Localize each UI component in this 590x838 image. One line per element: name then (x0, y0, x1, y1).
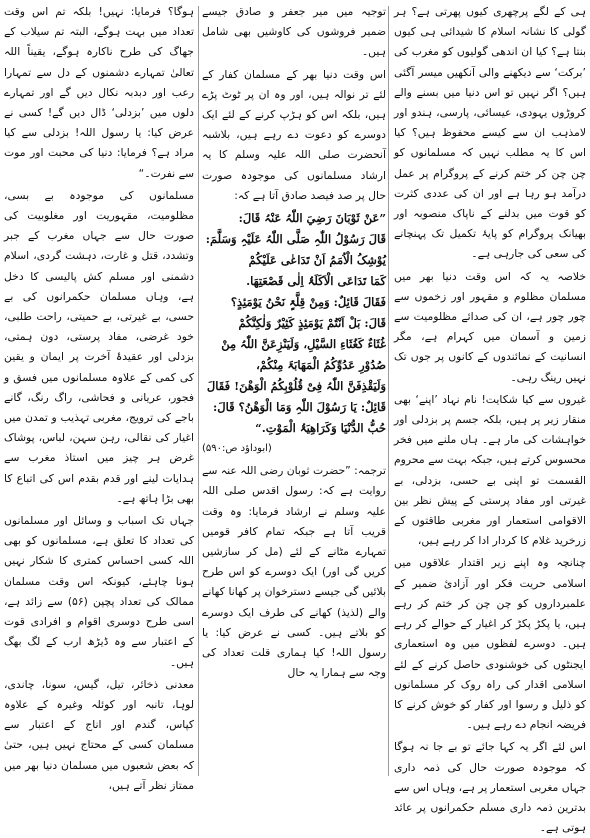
hadith-line: ”عَنْ ثَوْبَانَ رَضِيَ اللّٰہُ عَنْہُ قَالَ: (238, 211, 386, 226)
paragraph: توجیہ میں میر جعفر و صادق جیسے ضمیر فروشوں کی کاوشیں بھی شامل ہیں۔ (202, 5, 386, 59)
hadith-arabic-text (202, 208, 386, 439)
paragraph: ہی کے لگے پرچھری کیوں پھرتی ہے؟ ہر گولی کا نشانہ اسلام کا شیدائی ہی کیوں بنتا ہے؟ کیا ان اندھی گولیوں کو مغرب کی ’برکت‘ سے دیکھنے والی آنکھیں میسر آگئی ہیں؟ اگر نہیں تو اس دنیا میں بسنے والے کروڑوں یہودی، عیسائی، پارسی، ہندو اور لامذہب ان سے کیسے محفوظ ہیں؟ کیا اس کا یہ مطلب نہیں کہ مسلمانوں کو چن چن کر ختم کرنے کے پروگرام پر عمل درآمد ہو رہا ہے اور ان کی عددی کثرت کو قوت میں بدلنے کے ناپاک منصوبہ اور بھیانک پروگرام کو پایۂ تکمیل تک پہنچانے کی سعی کی جارہی ہے۔ (394, 5, 586, 261)
hadith-line: قَالَ: بَلْ اَنْتُمْ یَوْمَئِذٍ کَثِیْرٌ وَلٰکِنَّکُمْ (238, 316, 386, 331)
column-divider (388, 6, 389, 776)
hadith-line: قَائِلٌ: یَا رَسُوْلَ اللّٰہِ وَمَا الْوَھْنُ؟ قَالَ: (213, 400, 386, 415)
hadith-reference: (ابوداؤد ص:۵۹۰) (202, 443, 272, 455)
middle-column (202, 2, 386, 780)
hadith-line: کَمَا تَدَاعَی الْاَکَلَۃُ اِلٰی قَصْعَتِھَا. (246, 274, 386, 289)
paragraph: خلاصہ یہ کہ اس وقت دنیا بھر میں مسلمان مظلوم و مقہور اور زخموں سے چور چور ہے، ان کی صدائے مظلومیت سے زمین و آسمان میں کہرام ہے، مگر انسانیت کے نمائندوں کے کانوں پر جوں تک نہیں رینگ رہی۔ (394, 269, 586, 384)
hadith-line: حُبُّ الدُّنْیَا وَکَرَاھِیَۃُ الْمَوْتِ.“ (255, 421, 386, 436)
column-divider (198, 6, 199, 776)
hadith-line: غُثَاءٌ کَغُثَاءِ السَّیْلِ، وَلَیَنْزِعَنَّ اللّٰہُ مِنْ (221, 337, 386, 352)
paragraph: غیروں سے کیا شکایت! نام نہاد ’اپنے‘ بھی منقار زیر پر ہیں، بلکہ جسم پر بزدلی اور خواہشات کی مار ہے۔ ہاں ملنے میں فخر محسوس کرتے ہیں، جبکہ بہت سے محروم القسمت تو اپنی بے حسی، بزدلی، بے غیرتی اور مفاد پرستی کے پیش نظر بین الاقوامی استعمار اور مغربی طاقتوں کے زرخرید غلام کا کردار ادا کر رہے ہیں، (394, 392, 586, 548)
paragraph: چنانچہ وہ اپنے زیر اقتدار علاقوں میں اسلامی حریت فکر اور آزادئ ضمیر کے علمبرداروں کو چن چن کر ختم کر رہے ہیں، یا پکڑ پکڑ کر اغیار کے حوالے کر رہے ہیں۔ دوسرے لفظوں میں وہ استعماری ایجنٹوں کی خوشنودی حاصل کرنے کے لئے اسلامی اقدار کی راہ روک کر مسلمانوں کو ذلیل و رسوا اور کفار کو خوش کرنے کا فریضہ انجام دے رہے ہیں۔ (394, 556, 586, 732)
left-column (4, 2, 194, 792)
hadith-line: وَلَیَقْذِفَنَّ اللّٰہُ فِیْ قُلُوْبِکُمُ الْوَھْنَ! فَقَالَ (206, 379, 386, 394)
hadith-line: فَقَالَ قَائِلٌ: وَمِنْ قِلَّۃٍ نَحْنُ یَوْمَئِذٍ؟ (230, 295, 386, 310)
paragraph: اس لئے اگر یہ کہا جائے تو بے جا نہ ہوگا کہ موجودہ صورت حال کی ذمہ داری جہاں مغربی استعمار پر ہے، وہاں اس سے بدترین ذمہ داری مسلم حکمرانوں پر عائد ہوتی ہے۔ (394, 740, 586, 835)
paragraph: ہوگا؟ فرمایا: نہیں! بلکہ تم اس وقت تعداد میں بہت ہوگے، البتہ تم سیلاب کے جھاگ کی طرح ناکارہ ہوگے، یقیناً اللہ تعالیٰ تمہارے دشمنوں کے دل سے تمہارا رعب اور دبدبہ نکال دیں گے اور تمہارے دلوں میں ’بزدلی‘ ڈال دیں گے! کسی نے عرض کیا: یا رسول اللہ! بزدلی سے کیا مراد ہے؟ فرمایا: دنیا کی محبت اور موت سے نفرت۔“ (4, 5, 194, 180)
paragraph: مسلمانوں کی موجودہ بے بسی، مظلومیت، مقہوریت اور مغلوبیت کی صورت حال سے جہاں مغرب کے جبر وتشدد، قتل و غارت، دہشت گردی، اسلام دشمنی اور مسلم کش پالیسی کا دخل ہے، وہاں مسلمان حکمرانوں کی بے حسی، بے غیرتی، بے حمیتی، راحت طلبی، خود غرضی، مفاد پرستی، دون ہمتی، بزدلی اور عقیدۂ آخرت پر ایمان و یقین کی کمی کے علاوہ مسلمانوں میں فسق و فجور، عریانی و فحاشی، راگ رنگ، گانے باجے کی ترویج، مغربی تہذیب و تمدن میں اغیار کی نقالی، رہن سہن، لباس، پوشاک غرض ہر چیز میں استاذ مغرب سے ہدایات لینے اور قدم بقدم اس کی اتباع کا بھی بڑا ہاتھ ہے۔ (4, 188, 194, 505)
paragraph: اس وقت دنیا بھر کے مسلمان کفار کے لئے تر نوالہ ہیں، اور وہ ان پر ٹوٹ پڑے ہیں، بلکہ اس کو ہڑپ کرنے کے لئے ایک دوسرے کو دعوت دے رہے ہیں، بلاشبہ آنحضرت صلی اللہ علیہ وسلم کا یہ ارشاد مسلمانوں کی موجودہ صورت حال پر صد فیصد صادق آتا ہے کہ: (202, 67, 386, 202)
right-column (394, 2, 586, 835)
hadith-line: یُوْشِکُ الْاُمَمُ اَنْ تَدَاعٰی عَلَیْکُمْ (248, 253, 386, 268)
hadith-line: قَالَ رَسُوْلُ اللّٰہِ صَلَّی اللّٰہُ عَلَیْہِ وَسَلَّمَ: (205, 232, 386, 247)
paragraph: جہاں تک اسباب و وسائل اور مسلمانوں کی تعداد کا تعلق ہے، مسلمانوں کو بھی اللہ کسی احساس کمتری کا شکار نہیں ہونا چاہئے، کیونکہ اس وقت مسلمان ممالک کی تعداد پچپن (۵۶) سے زائد ہے، اسی طرح دوسری اقوام و افرادی قوت کے اعتبار سے وہ ڈیڑھ ارب کے لگ بھگ ہیں۔ (4, 514, 194, 669)
paragraph: معدنی ذخائر، تیل، گیس، سونا، چاندی، لوہا، تانبہ اور کوئلہ وغیرہ کے علاوہ کپاس، گندم اور اناج کے اعتبار سے مسلمان کسی کے محتاج نہیں ہیں، حتیٰ کہ بعض شعبوں میں مسلمان دنیا بھر میں ممتاز نظر آتے ہیں، (4, 677, 194, 792)
hadith-line: صُدُوْرِ عَدُوِّکُمُ الْمَھَابَۃَ مِنْکُمْ، (256, 358, 386, 373)
translation-paragraph: ترجمہ: ”حضرت ثوبان رضی اللہ عنہ سے روایت ہے کہ: رسول اقدس صلی اللہ علیہ وسلم نے ارشاد فرمایا: وہ وقت قریب آتا ہے جبکہ تمام کافر قومیں تمہارے مٹانے کے لئے (مل کر سازشیں کریں گی اور) ایک دوسرے کو اس طرح بلائیں گی جیسے دسترخوان پر کھانا کھانے والے (لذیذ) کھانے کی طرف ایک دوسرے کو بلاتے ہیں۔ کسی نے عرض کیا: یا رسول اللہ! کیا ہماری قلت تعداد کی وجہ سے ہمارا یہ حال (202, 464, 386, 680)
